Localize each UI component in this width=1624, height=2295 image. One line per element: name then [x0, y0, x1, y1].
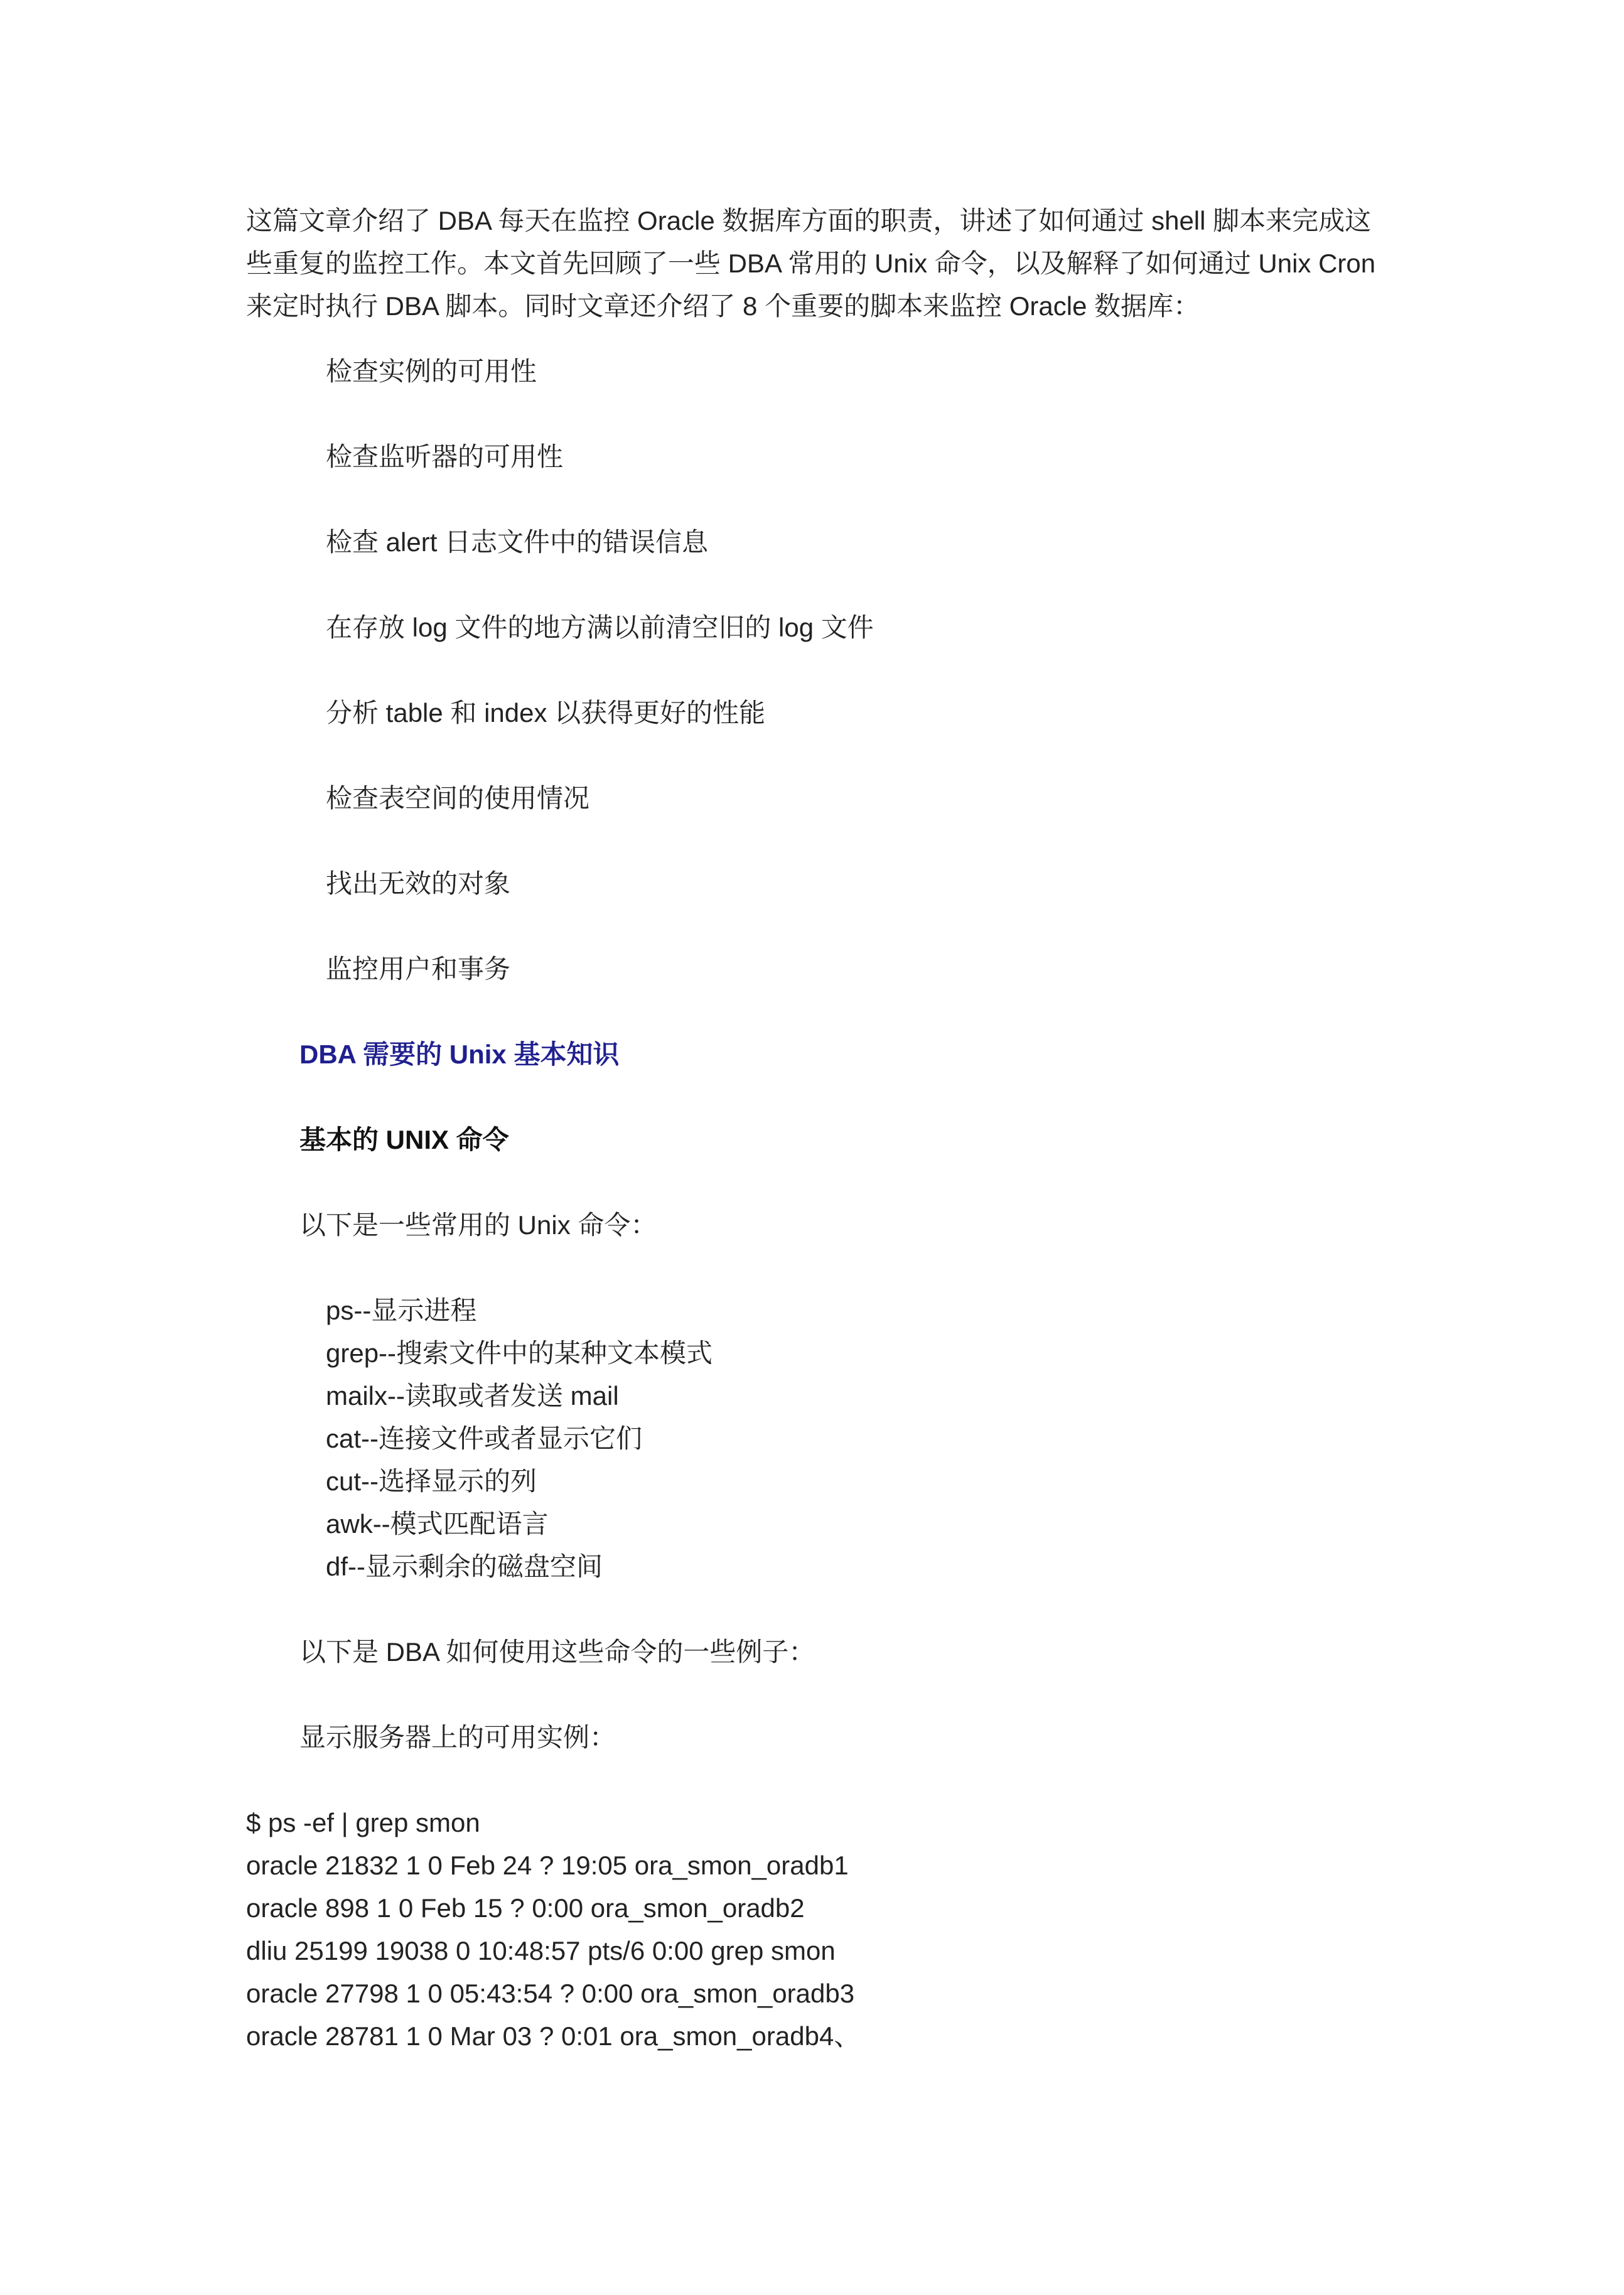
list-item: 在存放 log 文件的地方满以前清空旧的 log 文件 [326, 613, 874, 642]
commands-intro: 以下是一些常用的 Unix 命令： [299, 1210, 657, 1240]
list-item: awk--模式匹配语言 [326, 1509, 549, 1539]
code-line: oracle 21832 1 0 Feb 24 ? 19:05 ora_smon_oradb1 [246, 1851, 849, 1880]
list-item: 检查表空间的使用情况 [326, 783, 590, 813]
list-item: cat--连接文件或者显示它们 [326, 1424, 643, 1453]
feature-list [246, 350, 1407, 991]
list-item: ps--显示进程 [326, 1296, 477, 1325]
section-title: DBA 需要的 Unix 基本知识 [299, 1040, 620, 1069]
code-line: dliu 25199 19038 0 10:48:57 pts/6 0:00 grep smon [246, 1936, 836, 1965]
code-line: oracle 28781 1 0 Mar 03 ? 0:01 ora_smon_oradb4、 [246, 2021, 861, 2051]
code-line: oracle 898 1 0 Feb 15 ? 0:00 ora_smon_oradb2 [246, 1893, 805, 1923]
list-item: df--显示剩余的磁盘空间 [326, 1552, 603, 1581]
list-item: 分析 table 和 index 以获得更好的性能 [326, 698, 766, 728]
list-item: 检查监听器的可用性 [326, 442, 564, 471]
examples-intro: 以下是 DBA 如何使用这些命令的一些例子： [299, 1637, 815, 1667]
example-heading: 显示服务器上的可用实例： [299, 1723, 616, 1752]
document-page [246, 200, 1407, 2058]
list-item: cut--选择显示的列 [326, 1466, 537, 1496]
code-block [246, 1802, 1407, 2058]
list-item: grep--搜索文件中的某种文本模式 [326, 1338, 713, 1368]
list-item: 监控用户和事务 [326, 954, 511, 984]
list-item: 找出无效的对象 [326, 869, 511, 898]
code-line: $ ps -ef | grep smon [246, 1808, 480, 1837]
list-item: 检查实例的可用性 [326, 357, 537, 386]
subsection-title: 基本的 UNIX 命令 [299, 1125, 509, 1154]
code-line: oracle 27798 1 0 05:43:54 ? 0:00 ora_smon_oradb3 [246, 1979, 855, 2008]
command-list [246, 1289, 1407, 1588]
intro-paragraph: 这篇文章介绍了 DBA 每天在监控 Oracle 数据库方面的职责，讲述了如何通过 shell 脚本来完成这些重复的监控工作。本文首先回顾了一些 DBA 常用的 Unix 命令，以及解释了如何通过 Unix Cron 来定时执行 DBA 脚本。同时文章还介绍了 8 个重要的脚本来监控 Oracle 数据库： [246, 206, 1376, 321]
list-item: 检查 alert 日志文件中的错误信息 [326, 527, 709, 557]
list-item: mailx--读取或者发送 mail [326, 1381, 619, 1411]
